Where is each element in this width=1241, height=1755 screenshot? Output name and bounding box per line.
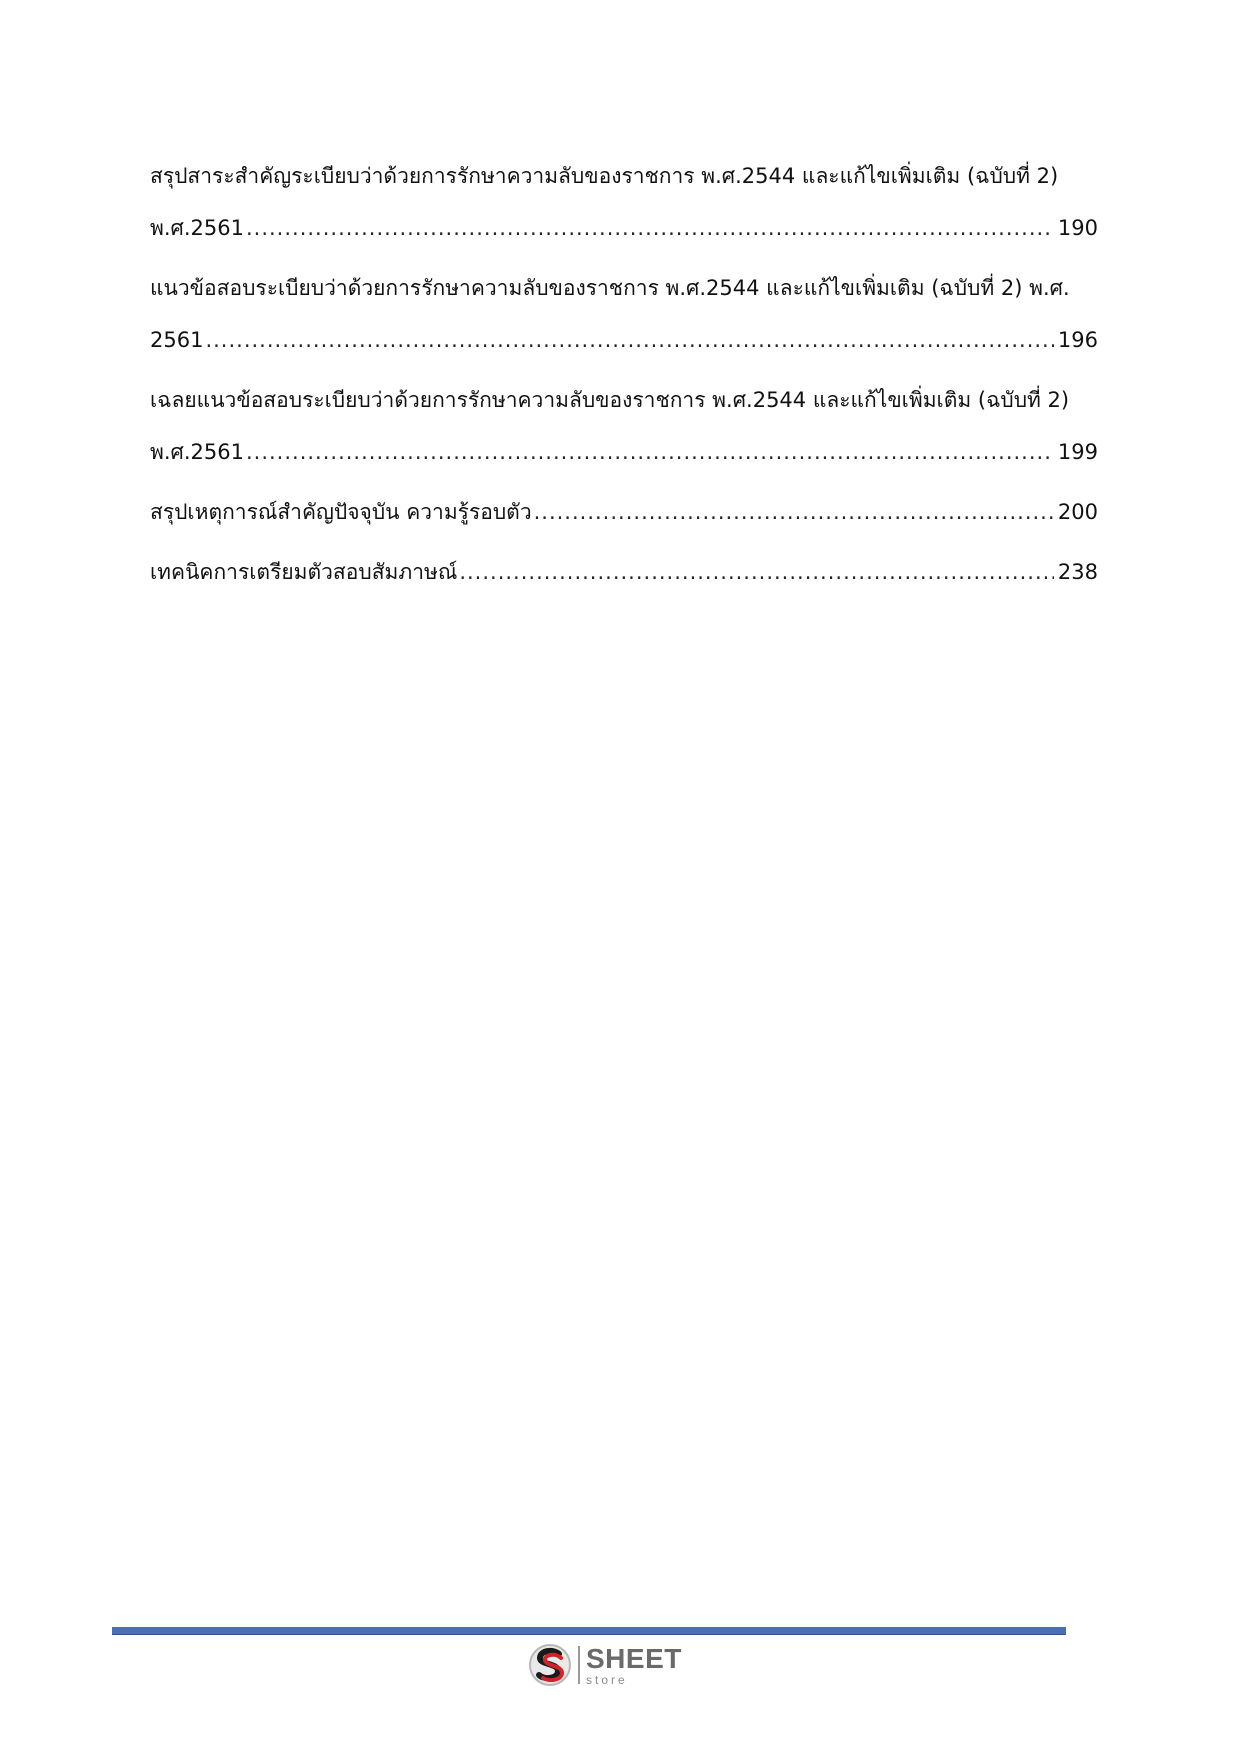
toc-entry-last-line [150, 486, 1098, 538]
sheet-store-logo [528, 1640, 682, 1690]
toc-entry-title: สรุปเหตุการณ์สำคัญปัจจุบัน ความรู้รอบตัว [150, 500, 532, 524]
toc-entry[interactable] [150, 150, 1098, 254]
toc-entry-last-line [150, 314, 1098, 366]
logo-wordmark [586, 1642, 682, 1687]
toc-page-number: 199 [1057, 440, 1098, 464]
toc-page-number: 196 [1057, 328, 1098, 352]
toc-entry[interactable] [150, 374, 1098, 478]
logo-s-icon [528, 1643, 572, 1687]
logo-divider [578, 1646, 580, 1684]
footer-divider-bar [112, 1627, 1066, 1635]
toc-entry-last-line [150, 202, 1098, 254]
dot-leader [205, 314, 1053, 366]
logo-brand-main: SHEET [586, 1642, 682, 1674]
dot-leader [246, 426, 1054, 478]
toc-entry-title-cont: พ.ศ.2561 [150, 440, 244, 464]
toc-entry[interactable] [150, 546, 1098, 598]
toc-entry-title-cont: พ.ศ.2561 [150, 216, 244, 240]
toc-entry-title-cont: 2561 [150, 328, 204, 352]
dot-leader [534, 486, 1054, 538]
dot-leader [459, 546, 1054, 598]
toc-entry-title: สรุปสาระสำคัญระเบียบว่าด้วยการรักษาความลับของราชการ พ.ศ.2544 และแก้ไขเพิ่มเติม (ฉบับที่ 2) [150, 164, 1059, 188]
toc-entry-last-line [150, 546, 1098, 598]
toc-page-number: 190 [1057, 216, 1098, 240]
toc-page-number: 238 [1057, 560, 1098, 584]
toc-page-number: 200 [1057, 500, 1098, 524]
toc-entry[interactable] [150, 262, 1098, 366]
toc-entry-title: เทคนิคการเตรียมตัวสอบสัมภาษณ์ [150, 560, 458, 584]
dot-leader [246, 202, 1054, 254]
toc-entry-title: เฉลยแนวข้อสอบระเบียบว่าด้วยการรักษาความลับของราชการ พ.ศ.2544 และแก้ไขเพิ่มเติม (ฉบับที่ 2) [150, 388, 1070, 412]
table-of-contents [150, 150, 1098, 606]
logo-brand-sub: store [586, 1672, 628, 1687]
toc-entry-title: แนวข้อสอบระเบียบว่าด้วยการรักษาความลับของราชการ พ.ศ.2544 และแก้ไขเพิ่มเติม (ฉบับที่ 2) พ.ศ. [150, 276, 1070, 300]
toc-entry[interactable] [150, 486, 1098, 538]
toc-entry-last-line [150, 426, 1098, 478]
